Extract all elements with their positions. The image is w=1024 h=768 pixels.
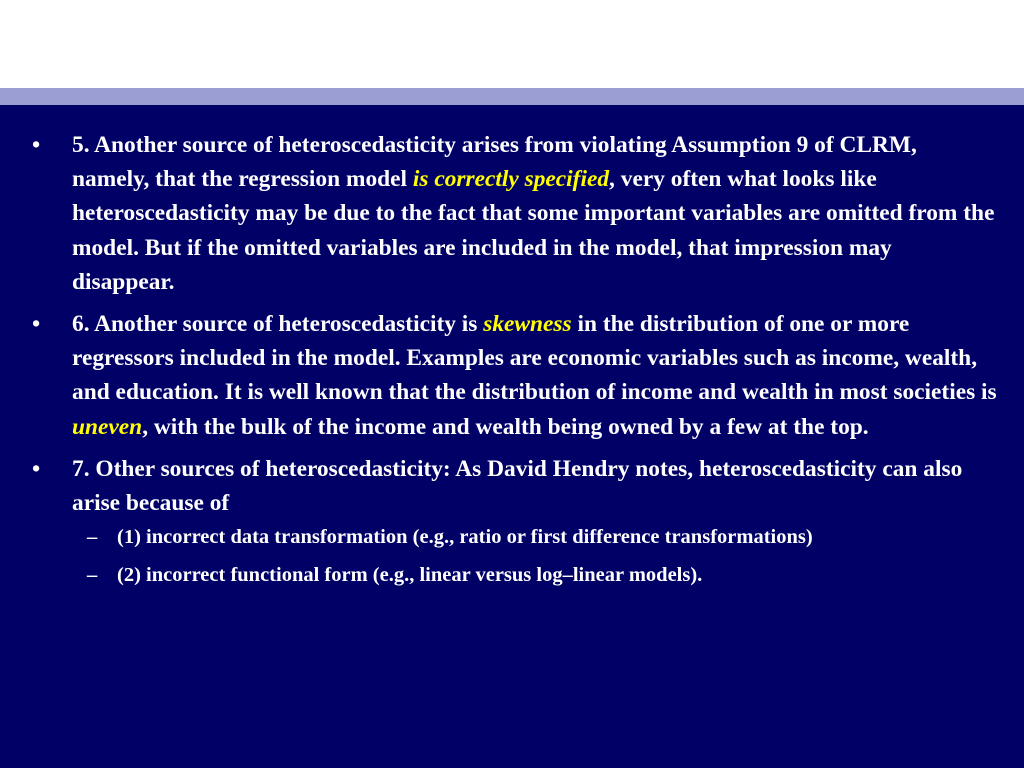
dash-marker: –: [87, 564, 98, 587]
bullet-text: 5. Another source of heteroscedasticity arises from violating Assumption 9 of CLRM, namely, that the regression model: [72, 132, 917, 193]
slide-header-band: [0, 0, 1024, 88]
bullet-marker: •: [32, 311, 41, 338]
sub-bullet-item-2: [72, 562, 998, 588]
bullet-item-7: [30, 452, 998, 588]
bullet-item-6: [30, 307, 998, 444]
bullet-text: , very often what looks like heteroscedasticity may be due to the fact that some important variables are omitted from the model. But if the omitted variables are included in the model, that impression may disappear.: [72, 166, 995, 295]
sub-bullet-item-1: [72, 524, 998, 550]
bullet-text: 6. Another source of heteroscedasticity is: [72, 311, 484, 338]
highlight-text: uneven: [72, 413, 143, 440]
bullet-text: in the distribution of one or more regressors included in the model. Examples are economic variables such as income, wealth, and education. It is well known that the distribution of income and wealth in most societies is: [72, 311, 997, 406]
slide-content: [0, 105, 1024, 768]
bullet-marker: •: [32, 455, 41, 482]
bullet-text: 7. Other sources of heteroscedasticity: As David Hendry notes, heteroscedasticity can also arise because of: [72, 455, 963, 517]
sub-bullet-text: (1) incorrect data transformation (e.g., ratio or first difference transformations): [117, 526, 813, 549]
header-divider-bar: [0, 88, 1024, 105]
sub-bullet-text: (2) incorrect functional form (e.g., linear versus log–linear models).: [117, 564, 703, 587]
bullet-item-5: [30, 128, 998, 299]
dash-marker: –: [87, 526, 98, 549]
sub-bullet-list: [72, 524, 998, 588]
highlight-text: is correctly specified: [412, 166, 610, 193]
highlight-text: skewness: [483, 311, 572, 338]
bullet-list: [30, 128, 998, 588]
bullet-marker: •: [32, 132, 41, 158]
bullet-text: , with the bulk of the income and wealth being owned by a few at the top.: [142, 413, 869, 440]
